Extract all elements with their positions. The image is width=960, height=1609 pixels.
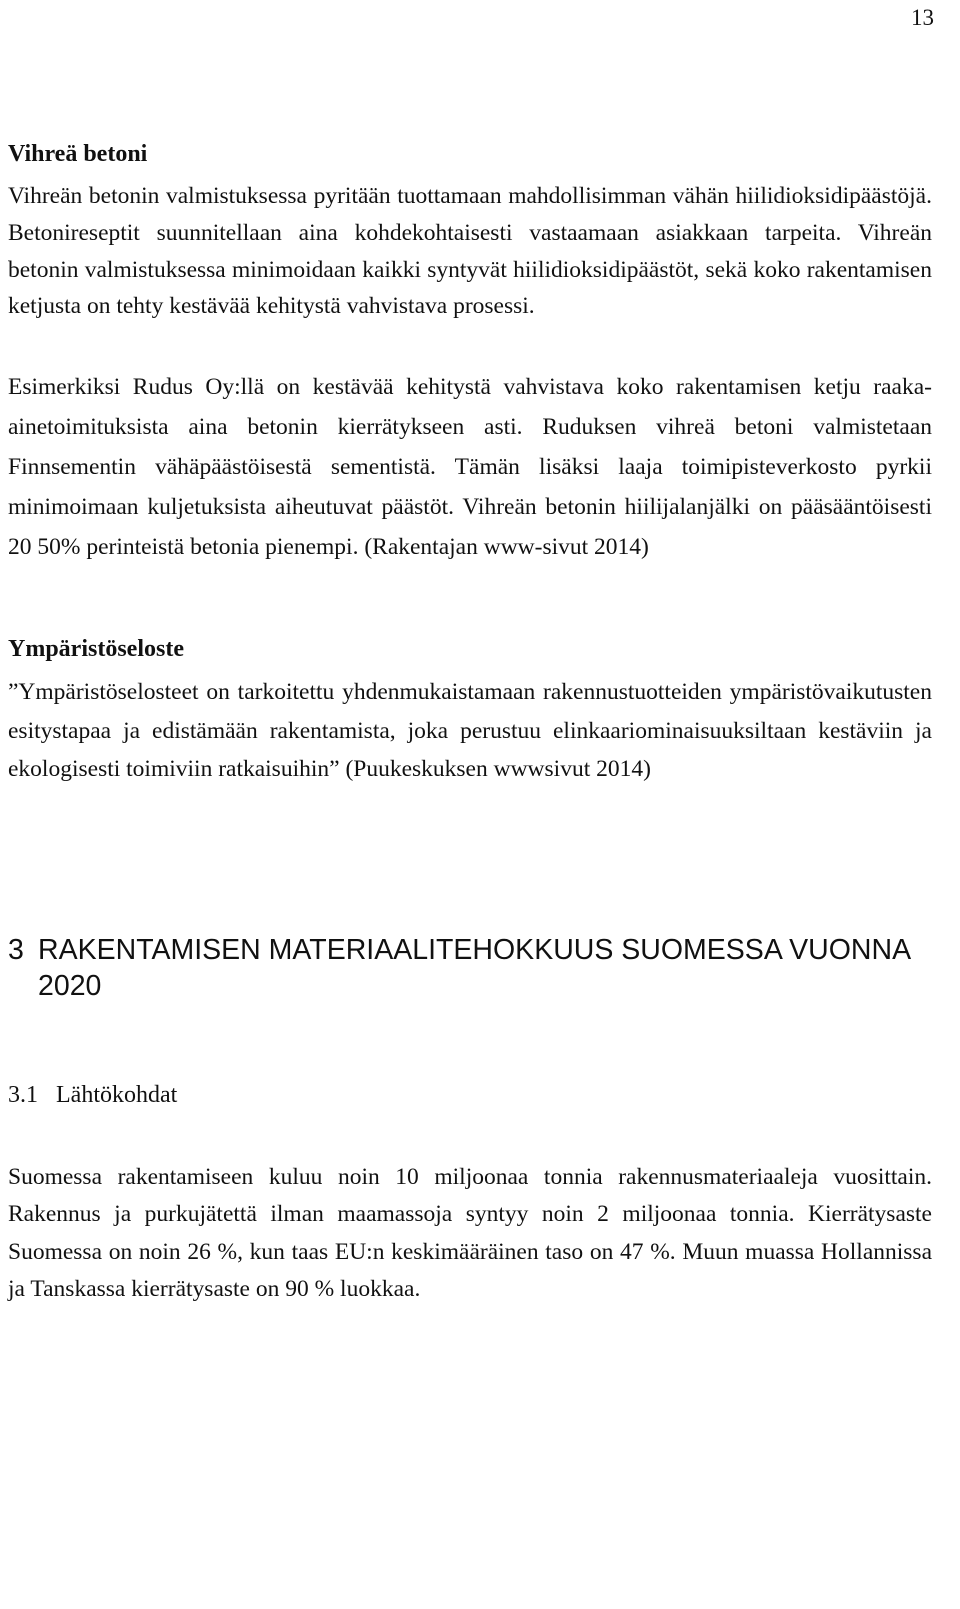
page-number: 13 [911,5,934,30]
paragraph-green-concrete-1: Vihreän betonin valmistuksessa pyritään tuottamaan mahdollisimman vähän hiilidioksidipäästöjä. Betonireseptit suunnitellaan aina kohdekohtaisesti vastaamaan asiakkaan tarpeita. Vihreän betonin valmistuksessa minimoidaan kaikki syntyvät hiilidioksidipäästöt, sekä koko rakentamisen ketjusta on tehty kestävää kehitystä vahvistava prosessi. [8,183,932,320]
chapter-title: RAKENTAMISEN MATERIAALITEHOKKUUS SUOMESSA VUONNA 2020 [38,933,910,1002]
paragraph-starting-points: Suomessa rakentamiseen kuluu noin 10 miljoonaa tonnia rakennusmateriaaleja vuosittain. Rakennus ja purkujätettä ilman maamassoja syntyy noin 2 miljoonaa tonnia. Kierrätysaste Suomessa on noin 26 %, kun taas EU:n keskimääräinen taso on 47 %. Muun muassa Hollannissa ja Tanskassa kierrätysaste on 90 % luokkaa. [8,1163,932,1303]
page-content [8,136,932,1309]
section-title: Lähtökohdat [56,1081,178,1108]
chapter-heading [8,932,932,1004]
section-heading [8,1077,932,1113]
paragraph-green-concrete-2: Esimerkiksi Rudus Oy:llä on kestävää kehitystä vahvistava koko rakentamisen ketju raaka-ainetoimituksista aina betonin kierrätykseen asti. Ruduksen vihreä betoni valmistetaan Finnsementin vähäpäästöisestä sementistä. Tämän lisäksi laaja toimipisteverkosto pyrkii minimoimaan kuljetuksista aiheutuvat päästöt. Vihreän betonin hiilijalanjälki on pääsääntöisesti 20 50% perinteistä betonia pienempi. (Rakentajan www-sivut 2014) [8,374,932,561]
paragraph-environmental-declaration: ”Ympäristöselosteet on tarkoitettu yhdenmukaistamaan rakennustuotteiden ympäristövaikutusten esitystapaa ja edistämään rakentamista, joka perustuu elinkaariominaisuuksiltaan kestäviin ja ekologisesti toimiviin ratkaisuihin” (Puukeskuksen wwwsivut 2014) [8,679,932,783]
heading-environmental-declaration: Ympäristöseloste [8,636,184,663]
section-number: 3.1 [8,1081,38,1108]
heading-green-concrete: Vihreä betoni [8,141,148,167]
chapter-number: 3 [8,933,24,966]
